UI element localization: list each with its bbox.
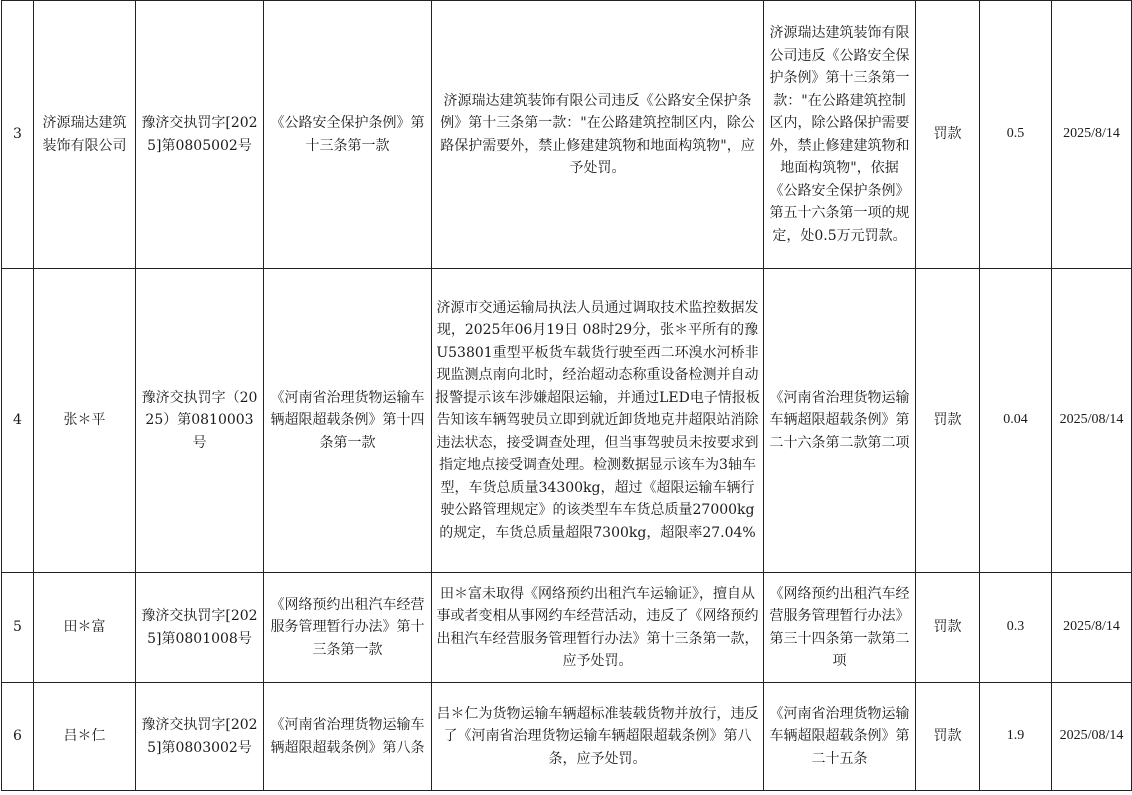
penalty-table xyxy=(1,0,1132,791)
penalty-amount-cell: 1.9 xyxy=(980,683,1052,791)
decision-number-cell: 豫济交执罚字[2025]第0803002号 xyxy=(136,683,264,791)
row-number-cell: 3 xyxy=(2,1,34,269)
penalty-amount-cell: 0.04 xyxy=(980,269,1052,573)
violated-law-cell: 《河南省治理货物运输车辆超限超载条例》第八条 xyxy=(264,683,432,791)
decision-date-cell: 2025/8/14 xyxy=(1052,573,1132,683)
violated-law-cell: 《河南省治理货物运输车辆超限超载条例》第十四条第一款 xyxy=(264,269,432,573)
violated-law-cell: 《网络预约出租汽车经营服务管理暂行办法》第十三条第一款 xyxy=(264,573,432,683)
table-row xyxy=(2,269,1132,573)
violation-facts-cell: 田＊富未取得《网络预约出租汽车运输证》，擅自从事或者变相从事网约车经营活动，违反了《网络预约出租汽车经营服务管理暂行办法》第十三条第一款，应予处罚。 xyxy=(432,573,764,683)
penalty-type-cell: 罚款 xyxy=(916,683,980,791)
row-number-cell: 4 xyxy=(2,269,34,573)
violation-facts-cell: 济源市交通运输局执法人员通过调取技术监控数据发现，2025年06月19日 08时29分，张＊平所有的豫U53801重型平板货车载货行驶至西二环溴水河桥非现监测点南向北时，经治超动态称重设备检测并自动报警提示该车涉嫌超限运输，并通过LED电子情报板告知该车辆驾驶员立即到就近卸货地克井超限站消除违法状态，接受调查处理，但当事驾驶员未按要求到指定地点接受调查处理。检测数据显示该车为3轴车型，车货总质量34300kg，超过《超限运输车辆行驶公路管理规定》的该类型车车货总质量27000kg的规定，车货总质量超限7300kg，超限率27.04% xyxy=(432,269,764,573)
violation-facts-cell: 吕＊仁为货物运输车辆超标准装载货物并放行，违反了《河南省治理货物运输车辆超限超载条例》第八条，应予处罚。 xyxy=(432,683,764,791)
penalty-type-cell: 罚款 xyxy=(916,573,980,683)
violated-law-cell: 《公路安全保护条例》第十三条第一款 xyxy=(264,1,432,269)
table-row xyxy=(2,683,1132,791)
table-row xyxy=(2,1,1132,269)
penalty-amount-cell: 0.3 xyxy=(980,573,1052,683)
violation-facts-cell: 济源瑞达建筑装饰有限公司违反《公路安全保护条例》第十三条第一款："在公路建筑控制区内，除公路保护需要外，禁止修建建筑物和地面构筑物"，应予处罚。 xyxy=(432,1,764,269)
penalty-basis-cell: 《河南省治理货物运输车辆超限超载条例》第二十五条 xyxy=(764,683,916,791)
penalty-type-cell: 罚款 xyxy=(916,269,980,573)
penalty-basis-cell: 济源瑞达建筑装饰有限公司违反《公路安全保护条例》第十三条第一款："在公路建筑控制区内，除公路保护需要外，禁止修建建筑物和地面构筑物"，依据《公路安全保护条例》第五十六条第一项的规定，处0.5万元罚款。 xyxy=(764,1,916,269)
decision-date-cell: 2025/8/14 xyxy=(1052,1,1132,269)
party-name-cell: 张＊平 xyxy=(34,269,136,573)
decision-date-cell: 2025/08/14 xyxy=(1052,683,1132,791)
decision-number-cell: 豫济交执罚字（2025）第0810003号 xyxy=(136,269,264,573)
row-number-cell: 6 xyxy=(2,683,34,791)
decision-date-cell: 2025/08/14 xyxy=(1052,269,1132,573)
decision-number-cell: 豫济交执罚字[2025]第0801008号 xyxy=(136,573,264,683)
penalty-type-cell: 罚款 xyxy=(916,1,980,269)
penalty-basis-cell: 《河南省治理货物运输车辆超限超载条例》第二十六条第二款第二项 xyxy=(764,269,916,573)
party-name-cell: 吕＊仁 xyxy=(34,683,136,791)
penalty-amount-cell: 0.5 xyxy=(980,1,1052,269)
table-row xyxy=(2,573,1132,683)
party-name-cell: 田＊富 xyxy=(34,573,136,683)
penalty-basis-cell: 《网络预约出租汽车经营服务管理暂行办法》第三十四条第一款第二项 xyxy=(764,573,916,683)
party-name-cell: 济源瑞达建筑装饰有限公司 xyxy=(34,1,136,269)
row-number-cell: 5 xyxy=(2,573,34,683)
decision-number-cell: 豫济交执罚字[2025]第0805002号 xyxy=(136,1,264,269)
